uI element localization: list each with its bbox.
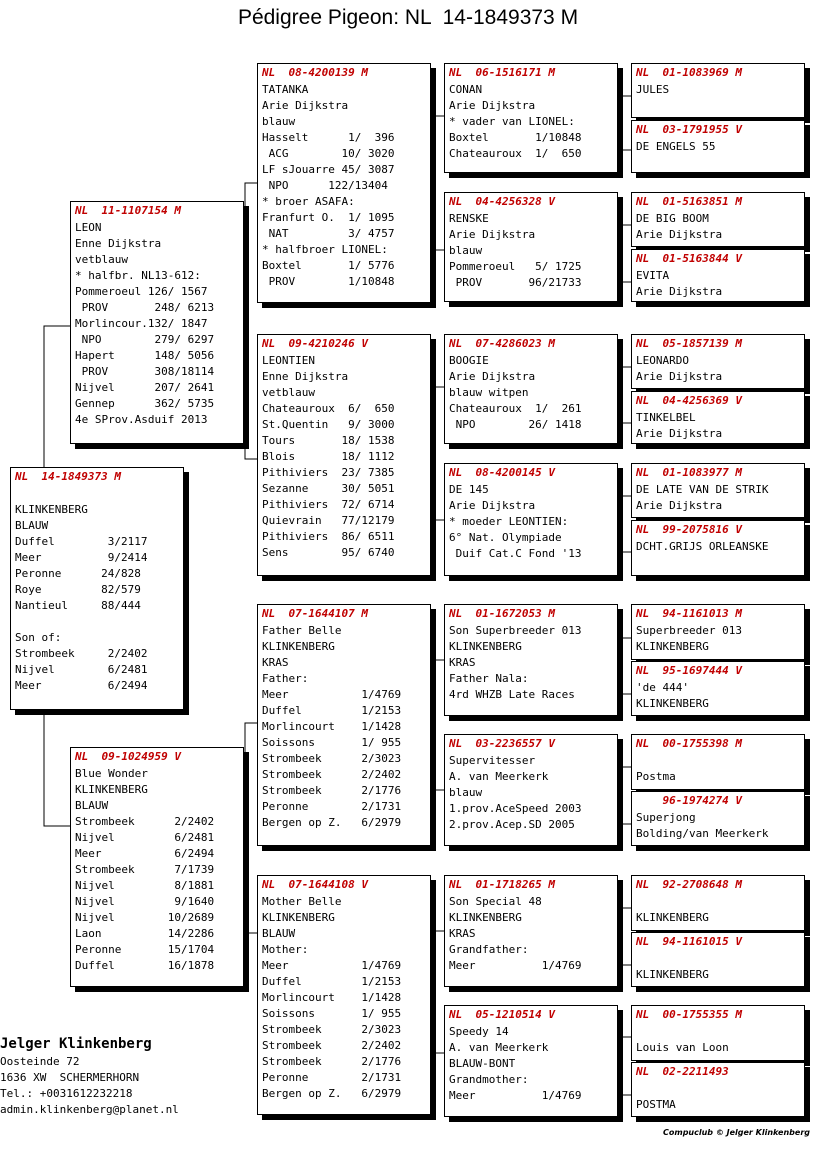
- great-grandparent-card-8: [631, 520, 805, 576]
- mother-card: [70, 747, 244, 987]
- pigeon-info-line: Strombeek 2/1776: [262, 784, 402, 797]
- pigeon-info-line: Bolding/van Meerkerk: [636, 827, 769, 840]
- pigeon-info-line: Strombeek 2/1776: [262, 1055, 402, 1068]
- pigeon-info-line: * halfbroer LIONEL:: [262, 243, 388, 256]
- pigeon-info-line: * broer ASAFA:: [262, 195, 355, 208]
- pigeon-info-line: [636, 951, 800, 967]
- pigeon-info-line: Son Special 48: [449, 895, 542, 908]
- pigeon-info-line: Arie Dijkstra: [449, 228, 536, 241]
- owner-address: Oosteinde 72: [0, 1055, 80, 1068]
- great-grandparent-card-1: [631, 63, 805, 118]
- pigeon-info-line: Quievrain 77/12179: [262, 514, 395, 527]
- great-grandparent-card-12: [631, 791, 805, 846]
- pigeon-info-line: Arie Dijkstra: [636, 370, 723, 383]
- pigeon-info-line: 1.prov.AceSpeed 2003: [449, 802, 582, 815]
- pigeon-info-line: Morlincourt 1/1428: [262, 991, 402, 1004]
- pigeon-info-line: Meer 1/4769: [262, 688, 402, 701]
- pigeon-info-line: Franfurt O. 1/ 1095: [262, 211, 395, 224]
- fm-card: [257, 334, 431, 576]
- pigeon-info-line: Chateauroux 6/ 650: [262, 402, 395, 415]
- pigeon-info-line: Boxtel 1/10848: [449, 131, 582, 144]
- pigeon-info-line: KLINKENBERG: [449, 911, 522, 924]
- ring-number: NL 02-2211493: [636, 1065, 729, 1078]
- pigeon-info-line: KLINKENBERG: [636, 968, 709, 981]
- pigeon-info-line: 'de 444': [636, 681, 689, 694]
- great-grandparent-card-5: [631, 334, 805, 389]
- ring-number: NL 03-2236557 V: [449, 737, 555, 750]
- pigeon-info-line: Laon 14/2286: [75, 927, 215, 940]
- ring-number: NL 01-5163844 V: [636, 252, 742, 265]
- pigeon-info-line: Mother:: [262, 943, 309, 956]
- pigeon-info-line: blauw: [262, 115, 296, 128]
- pigeon-info-line: 2.prov.Acep.SD 2005: [449, 818, 575, 831]
- pigeon-info-line: Arie Dijkstra: [636, 499, 723, 512]
- mmm-card: [444, 1005, 618, 1117]
- great-grandparent-card-16: [631, 1062, 805, 1117]
- pigeon-info-line: Bergen op Z. 6/2979: [262, 816, 402, 829]
- ring-number: NL 04-4256328 V: [449, 195, 555, 208]
- pigeon-info-line: Louis van Loon: [636, 1041, 729, 1054]
- pigeon-info-line: Pithiviers 72/ 6714: [262, 498, 395, 511]
- pigeon-info-line: Roye 82/579: [15, 583, 141, 596]
- pigeon-info-line: DE ENGELS 55: [636, 140, 716, 153]
- pigeon-info-line: KLINKENBERG: [75, 783, 148, 796]
- ring-number: NL 01-1672053 M: [449, 607, 555, 620]
- pigeon-info-line: Enne Dijkstra: [262, 370, 349, 383]
- pigeon-info-line: Pithiviers 86/ 6511: [262, 530, 395, 543]
- pigeon-info-line: EVITA: [636, 269, 670, 282]
- pigeon-info-line: blauw: [449, 244, 483, 257]
- pigeon-info-line: Meer 6/2494: [75, 847, 215, 860]
- pigeon-info-line: Hapert 148/ 5056: [75, 349, 215, 362]
- pigeon-info-line: Arie Dijkstra: [449, 99, 536, 112]
- ring-number: NL 05-1857139 M: [636, 337, 742, 350]
- pigeon-info-line: Nijvel 10/2689: [75, 911, 215, 924]
- pigeon-info-line: Supervitesser: [449, 754, 536, 767]
- great-grandparent-card-2: [631, 120, 805, 173]
- pigeon-info-line: Arie Dijkstra: [449, 370, 536, 383]
- pigeon-info-line: A. van Meerkerk: [449, 770, 549, 783]
- ring-number: NL 01-1718265 M: [449, 878, 555, 891]
- ring-number: NL 07-1644108 V: [262, 878, 368, 891]
- ring-number: NL 01-1083969 M: [636, 66, 742, 79]
- ring-number: NL 94-1161013 M: [636, 607, 742, 620]
- pigeon-info-line: Nantieul 88/444: [15, 599, 141, 612]
- pigeon-info-line: BLAUW: [262, 927, 296, 940]
- father-card: [70, 201, 244, 444]
- ring-number: NL 11-1107154 M: [75, 204, 181, 217]
- pigeon-info-line: DE BIG BOOM: [636, 212, 709, 225]
- pigeon-info-line: Superjong: [636, 811, 696, 824]
- pigeon-info-line: 4rd WHZB Late Races: [449, 688, 575, 701]
- pigeon-info-line: KLINKENBERG: [262, 911, 335, 924]
- pigeon-info-line: Morlincour.132/ 1847: [75, 317, 208, 330]
- pigeon-info-line: KRAS: [449, 927, 476, 940]
- pigeon-info-line: vetblauw: [262, 386, 315, 399]
- pigeon-info-line: * halfbr. NL13-612:: [75, 269, 201, 282]
- owner-info: [0, 1034, 179, 1118]
- great-grandparent-card-10: [631, 661, 805, 716]
- pigeon-info-line: Duif Cat.C Fond '13: [449, 547, 582, 560]
- great-grandparent-card-14: [631, 932, 805, 987]
- pigeon-info-line: Strombeek 2/3023: [262, 752, 402, 765]
- pigeon-info-line: PROV 1/10848: [262, 275, 395, 288]
- pigeon-info-line: BLAUW: [75, 799, 109, 812]
- pigeon-info-line: NPO 26/ 1418: [449, 418, 582, 431]
- pigeon-info-line: NAT 3/ 4757: [262, 227, 395, 240]
- great-grandparent-card-6: [631, 391, 805, 444]
- pigeon-info-line: Superbreeder 013: [636, 624, 742, 637]
- pigeon-info-line: [636, 753, 800, 769]
- great-grandparent-card-3: [631, 192, 805, 247]
- ring-number: NL 01-1083977 M: [636, 466, 742, 479]
- pigeon-info-line: Nijvel 6/2481: [15, 663, 148, 676]
- great-grandparent-card-15: [631, 1005, 805, 1061]
- ring-number: NL 08-4200145 V: [449, 466, 555, 479]
- pigeon-info-line: Arie Dijkstra: [636, 228, 723, 241]
- owner-phone: Tel.: +0031612232218: [0, 1087, 133, 1100]
- great-grandparent-card-13: [631, 875, 805, 931]
- pigeon-info-line: CONAN: [449, 83, 483, 96]
- pigeon-info-line: DE LATE VAN DE STRIK: [636, 483, 769, 496]
- ring-number: 96-1974274 V: [636, 794, 742, 807]
- mf-card: [257, 604, 431, 846]
- ring-number: NL 08-4200139 M: [262, 66, 368, 79]
- pigeon-info-line: LEONTIEN: [262, 354, 315, 367]
- pigeon-info-line: 6° Nat. Olympiade: [449, 531, 562, 544]
- ring-number: NL 94-1161015 V: [636, 935, 742, 948]
- pigeon-info-line: Grandmother:: [449, 1073, 529, 1086]
- subject-pigeon-card: [10, 467, 184, 710]
- pigeon-info-line: Peronne 2/1731: [262, 1071, 402, 1084]
- pigeon-info-line: Morlincourt 1/1428: [262, 720, 402, 733]
- pigeon-info-line: KLINKENBERG: [636, 911, 709, 924]
- mff-card: [444, 604, 618, 716]
- ring-number: NL 07-1644107 M: [262, 607, 368, 620]
- pigeon-info-line: [636, 1081, 800, 1097]
- ring-number: NL 01-5163851 M: [636, 195, 742, 208]
- pigeon-info-line: Pithiviers 23/ 7385: [262, 466, 395, 479]
- pigeon-info-line: Gennep 362/ 5735: [75, 397, 215, 410]
- fmf-card: [444, 334, 618, 444]
- ring-number: NL 07-4286023 M: [449, 337, 555, 350]
- pigeon-info-line: Duffel 3/2117: [15, 535, 148, 548]
- pigeon-info-line: Father Belle: [262, 624, 342, 637]
- pigeon-info-line: Meer 9/2414: [15, 551, 148, 564]
- pigeon-info-line: NPO 122/13404: [262, 179, 388, 192]
- software-credit: Compuclub © Jelger Klinkenberg: [663, 1128, 810, 1137]
- pigeon-info-line: Strombeek 2/2402: [15, 647, 148, 660]
- pigeon-info-line: Father Nala:: [449, 672, 529, 685]
- pigeon-info-line: KLINKENBERG: [15, 503, 88, 516]
- owner-name: Jelger Klinkenberg: [0, 1036, 152, 1052]
- pigeon-info-line: Tours 18/ 1538: [262, 434, 395, 447]
- pigeon-info-line: Nijvel 6/2481: [75, 831, 215, 844]
- pigeon-info-line: Pommeroeul 5/ 1725: [449, 260, 582, 273]
- pigeon-info-line: PROV 96/21733: [449, 276, 582, 289]
- pigeon-info-line: ACG 10/ 3020: [262, 147, 395, 160]
- great-grandparent-card-7: [631, 463, 805, 518]
- ff-card: [257, 63, 431, 303]
- pigeon-info-line: BLAUW-BONT: [449, 1057, 516, 1070]
- pigeon-info-line: Sezanne 30/ 5051: [262, 482, 395, 495]
- pigeon-info-line: KRAS: [449, 656, 476, 669]
- pigeon-info-line: Grandfather:: [449, 943, 529, 956]
- ring-number: NL 00-1755355 M: [636, 1008, 742, 1021]
- pigeon-info-line: BOOGIE: [449, 354, 489, 367]
- ring-number: NL 95-1697444 V: [636, 664, 742, 677]
- pigeon-info-line: Speedy 14: [449, 1025, 509, 1038]
- pigeon-info-line: LEON: [75, 221, 102, 234]
- pigeon-info-line: Boxtel 1/ 5776: [262, 259, 395, 272]
- pigeon-info-line: Peronne 2/1731: [262, 800, 402, 813]
- pigeon-info-line: DCHT.GRIJS ORLEANSKE: [636, 540, 769, 553]
- pigeon-info-line: Duffel 1/2153: [262, 704, 402, 717]
- great-grandparent-card-4: [631, 249, 805, 302]
- pigeon-info-line: Nijvel 9/1640: [75, 895, 215, 908]
- pigeon-info-line: Meer 1/4769: [262, 959, 402, 972]
- pigeon-info-line: Arie Dijkstra: [636, 285, 723, 298]
- pigeon-info-line: Meer 6/2494: [15, 679, 148, 692]
- pigeon-info-line: Enne Dijkstra: [75, 237, 162, 250]
- ring-number: NL 09-4210246 V: [262, 337, 368, 350]
- pigeon-info-line: Duffel 1/2153: [262, 975, 402, 988]
- fff-card: [444, 63, 618, 173]
- pigeon-info-line: Duffel 16/1878: [75, 959, 215, 972]
- ring-number: NL 04-4256369 V: [636, 394, 742, 407]
- pigeon-info-line: Arie Dijkstra: [636, 427, 723, 440]
- fmm-card: [444, 463, 618, 576]
- pigeon-info-line: Father:: [262, 672, 309, 685]
- pigeon-info-line: Sens 95/ 6740: [262, 546, 395, 559]
- pigeon-info-line: Blue Wonder: [75, 767, 148, 780]
- pigeon-info-line: Strombeek 7/1739: [75, 863, 215, 876]
- ring-number: NL 00-1755398 M: [636, 737, 742, 750]
- pigeon-info-line: Nijvel 8/1881: [75, 879, 215, 892]
- pigeon-info-line: Nijvel 207/ 2641: [75, 381, 215, 394]
- pigeon-info-line: * moeder LEONTIEN:: [449, 515, 569, 528]
- owner-email: admin.klinkenberg@planet.nl: [0, 1103, 179, 1116]
- pigeon-info-line: KRAS: [262, 656, 289, 669]
- great-grandparent-card-11: [631, 734, 805, 790]
- pigeon-info-line: Meer 1/4769: [449, 1089, 582, 1102]
- ring-number: NL 06-1516171 M: [449, 66, 555, 79]
- pigeon-info-line: Soissons 1/ 955: [262, 736, 402, 749]
- pigeon-info-line: Peronne 24/828: [15, 567, 141, 580]
- pigeon-info-line: KLINKENBERG: [449, 640, 522, 653]
- ring-number: NL 99-2075816 V: [636, 523, 742, 536]
- pigeon-info-line: LEONARDO: [636, 354, 689, 367]
- pigeon-info-line: blauw witpen: [449, 386, 529, 399]
- pigeon-info-line: St.Quentin 9/ 3000: [262, 418, 395, 431]
- pigeon-info-line: vetblauw: [75, 253, 128, 266]
- pigeon-info-line: * vader van LIONEL:: [449, 115, 575, 128]
- pigeon-info-line: Meer 1/4769: [449, 959, 582, 972]
- ring-number: NL 03-1791955 V: [636, 123, 742, 136]
- mfm-card: [444, 734, 618, 846]
- pigeon-info-line: Chateauroux 1/ 261: [449, 402, 582, 415]
- pigeon-info-line: Hasselt 1/ 396: [262, 131, 395, 144]
- pigeon-info-line: Son of:: [15, 631, 62, 644]
- pigeon-info-line: NPO 279/ 6297: [75, 333, 215, 346]
- pigeon-info-line: Chateauroux 1/ 650: [449, 147, 582, 160]
- pigeon-info-line: Peronne 15/1704: [75, 943, 215, 956]
- pigeon-info-line: Strombeek 2/2402: [262, 768, 402, 781]
- pigeon-info-line: Son Superbreeder 013: [449, 624, 582, 637]
- pigeon-info-line: Blois 18/ 1112: [262, 450, 395, 463]
- pigeon-info-line: Arie Dijkstra: [262, 99, 349, 112]
- pigeon-info-line: Strombeek 2/2402: [262, 1039, 402, 1052]
- ring-number: NL 05-1210514 V: [449, 1008, 555, 1021]
- pigeon-info-line: KLINKENBERG: [636, 640, 709, 653]
- ring-number: NL 09-1024959 V: [75, 750, 181, 763]
- pigeon-info-line: Postma: [636, 770, 676, 783]
- pigeon-info-line: KLINKENBERG: [262, 640, 335, 653]
- pigeon-info-line: blauw: [449, 786, 483, 799]
- ring-number: NL 14-1849373 M: [15, 470, 121, 483]
- pigeon-info-line: Mother Belle: [262, 895, 342, 908]
- pigeon-info-line: A. van Meerkerk: [449, 1041, 549, 1054]
- pigeon-info-line: POSTMA: [636, 1098, 676, 1111]
- pigeon-info-line: Strombeek 2/2402: [75, 815, 215, 828]
- pigeon-info-line: 4e SProv.Asduif 2013: [75, 413, 208, 426]
- pigeon-info-line: [636, 1024, 800, 1040]
- pigeon-info-line: [15, 614, 179, 630]
- pigeon-info-line: Bergen op Z. 6/2979: [262, 1087, 402, 1100]
- owner-city: 1636 XW SCHERMERHORN: [0, 1071, 140, 1084]
- pigeon-info-line: RENSKE: [449, 212, 489, 225]
- pigeon-info-line: TATANKA: [262, 83, 309, 96]
- mm-card: [257, 875, 431, 1115]
- pigeon-info-line: KLINKENBERG: [636, 697, 709, 710]
- great-grandparent-card-9: [631, 604, 805, 660]
- pigeon-info-line: DE 145: [449, 483, 489, 496]
- pigeon-info-line: PROV 248/ 6213: [75, 301, 215, 314]
- pigeon-info-line: Arie Dijkstra: [449, 499, 536, 512]
- pigeon-info-line: JULES: [636, 83, 670, 96]
- mmf-card: [444, 875, 618, 987]
- page-title: Pédigree Pigeon: NL 14-1849373 M: [237, 6, 579, 29]
- pigeon-info-line: Strombeek 2/3023: [262, 1023, 402, 1036]
- ring-number: NL 92-2708648 M: [636, 878, 742, 891]
- pigeon-info-line: TINKELBEL: [636, 411, 696, 424]
- pigeon-info-line: LF sJouarre 45/ 3087: [262, 163, 395, 176]
- pigeon-info-line: [636, 894, 800, 910]
- ffm-card: [444, 192, 618, 302]
- pigeon-info-line: Soissons 1/ 955: [262, 1007, 402, 1020]
- pigeon-info-line: PROV 308/18114: [75, 365, 215, 378]
- pigeon-info-line: Pommeroeul 126/ 1567: [75, 285, 208, 298]
- pigeon-info-line: BLAUW: [15, 519, 49, 532]
- pigeon-info-line: [15, 486, 179, 502]
